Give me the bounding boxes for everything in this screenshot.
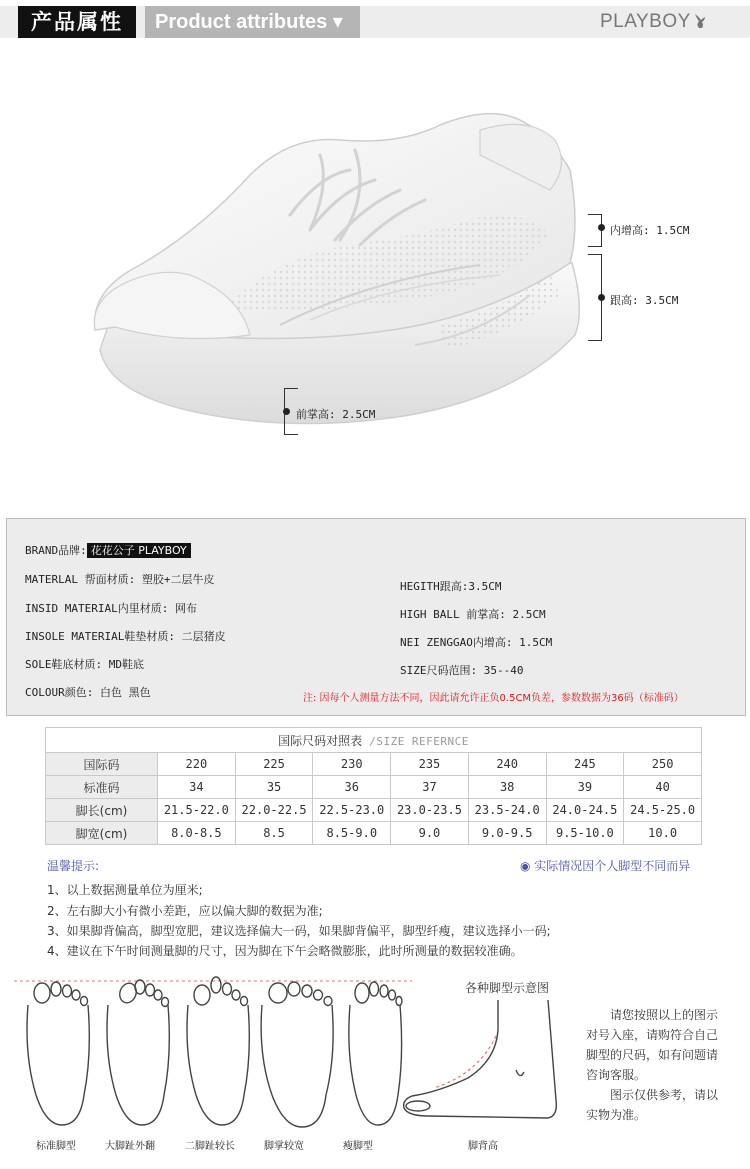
info-high-ball: HIGH BALL 前掌高: 2.5CM bbox=[400, 608, 546, 621]
row-header: 标准码 bbox=[46, 776, 158, 799]
front-height-dot bbox=[283, 408, 290, 415]
table-cell: 220 bbox=[158, 753, 236, 776]
info-material: MATERLAL 帮面材质: 塑胶+二层牛皮 bbox=[25, 573, 215, 586]
row-header: 脚宽(cm) bbox=[46, 822, 158, 845]
tips-title: 温馨提示: bbox=[47, 859, 100, 873]
table-cell: 22.5-23.0 bbox=[313, 799, 391, 822]
row-header: 脚长(cm) bbox=[46, 799, 158, 822]
table-cell: 8.5 bbox=[235, 822, 313, 845]
table-cell: 37 bbox=[391, 776, 469, 799]
heel-height-label: 跟高: 3.5CM bbox=[610, 294, 679, 307]
table-cell: 23.5-24.0 bbox=[468, 799, 546, 822]
table-cell: 245 bbox=[546, 753, 624, 776]
table-caption-cn: 国际尺码对照表 bbox=[278, 733, 363, 748]
inner-height-dot bbox=[598, 224, 605, 231]
table-cell: 38 bbox=[468, 776, 546, 799]
tip-item: 2、左右脚大小有微小差距，应以偏大脚的数据为准; bbox=[47, 904, 323, 918]
table-cell: 23.0-23.5 bbox=[391, 799, 469, 822]
tip-item: 4、建议在下午时间测量脚的尺寸，因为脚在下午会略微膨胀，此时所测量的数据较准确。 bbox=[47, 944, 523, 958]
table-cell: 24.0-24.5 bbox=[546, 799, 624, 822]
foot-diagram-title: 各种脚型示意图 bbox=[465, 981, 550, 995]
sneaker-image bbox=[80, 95, 600, 440]
table-cell: 240 bbox=[468, 753, 546, 776]
bunny-logo-icon bbox=[693, 13, 707, 29]
table-cell: 8.0-8.5 bbox=[158, 822, 236, 845]
info-size-range: SIZE尺码范围: 35--40 bbox=[400, 664, 524, 677]
inner-height-cap-bottom bbox=[588, 246, 602, 247]
side-note-paragraph-1: 请您按照以上的图示对号入座，请购符合自己脚型的尺码，如有问题请咨询客服。 bbox=[586, 1008, 719, 1082]
info-nei-zenggao: NEI ZENGGAO内增高: 1.5CM bbox=[400, 636, 553, 649]
size-reference-table bbox=[45, 727, 702, 845]
header-brand-text: PLAYBOY bbox=[600, 11, 691, 32]
foot-caption: 二脚趾较长 bbox=[185, 1141, 235, 1152]
info-insid: INSID MATERIAL内里材质: 网布 bbox=[25, 602, 197, 615]
table-cell: 35 bbox=[235, 776, 313, 799]
table-cell: 21.5-22.0 bbox=[158, 799, 236, 822]
info-insole: INSOLE MATERIAL鞋垫材质: 二层猪皮 bbox=[25, 630, 226, 643]
table-cell: 22.0-22.5 bbox=[235, 799, 313, 822]
side-note-paragraph-2: 图示仅供参考，请以实物为准。 bbox=[586, 1088, 719, 1122]
tip-item: 1、以上数据测量单位为厘米; bbox=[47, 883, 203, 897]
table-cell: 9.0 bbox=[391, 822, 469, 845]
table-caption bbox=[46, 728, 702, 753]
header-cn-title: 产品属性 bbox=[18, 6, 136, 38]
foot-types-diagram bbox=[14, 975, 414, 1135]
table-cell: 250 bbox=[624, 753, 702, 776]
table-cell: 24.5-25.0 bbox=[624, 799, 702, 822]
front-height-cap-top bbox=[284, 388, 298, 389]
table-row bbox=[46, 799, 702, 822]
table-cell: 9.0-9.5 bbox=[468, 822, 546, 845]
brand-value: 花花公子 PLAYBOY bbox=[87, 543, 191, 558]
info-sole: SOLE鞋底材质: MD鞋底 bbox=[25, 658, 144, 671]
info-brand bbox=[25, 542, 191, 558]
table-cell: 39 bbox=[546, 776, 624, 799]
table-cell: 235 bbox=[391, 753, 469, 776]
row-header: 国际码 bbox=[46, 753, 158, 776]
heel-height-cap-bottom bbox=[588, 340, 602, 341]
front-height-label: 前掌高: 2.5CM bbox=[296, 408, 376, 421]
table-caption-en: /SIZE REFERNCE bbox=[362, 734, 469, 748]
foot-caption: 瘦脚型 bbox=[343, 1141, 373, 1152]
header-en-title: Product attributes ▾ bbox=[145, 6, 360, 38]
table-row bbox=[46, 776, 702, 799]
info-hegith: HEGITH跟高:3.5CM bbox=[400, 580, 502, 593]
table-caption-row bbox=[46, 728, 702, 753]
table-cell: 225 bbox=[235, 753, 313, 776]
foot-side-view-image bbox=[398, 1000, 578, 1130]
table-cell: 230 bbox=[313, 753, 391, 776]
heel-height-dot bbox=[598, 294, 605, 301]
foot-side-caption: 脚背高 bbox=[468, 1141, 498, 1152]
tips-right-note: ◉ 实际情况因个人脚型不同而异 bbox=[520, 859, 691, 873]
table-row bbox=[46, 822, 702, 845]
tip-item: 3、如果脚背偏高，脚型宽肥，建议选择偏大一码，如果脚背偏平，脚型纤瘦，建议选择小一码; bbox=[47, 924, 551, 938]
brand-label: BRAND品牌: bbox=[25, 544, 87, 557]
foot-caption: 脚掌较宽 bbox=[264, 1141, 304, 1152]
foot-caption: 标准脚型 bbox=[36, 1141, 76, 1152]
table-row bbox=[46, 753, 702, 776]
table-cell: 8.5-9.0 bbox=[313, 822, 391, 845]
table-cell: 40 bbox=[624, 776, 702, 799]
table-cell: 34 bbox=[158, 776, 236, 799]
foot-caption: 大脚趾外翻 bbox=[105, 1141, 155, 1152]
header-brand bbox=[600, 6, 707, 38]
table-cell: 10.0 bbox=[624, 822, 702, 845]
table-cell: 36 bbox=[313, 776, 391, 799]
foot-side-note bbox=[586, 1005, 724, 1125]
table-cell: 9.5-10.0 bbox=[546, 822, 624, 845]
front-height-cap-bottom bbox=[284, 434, 298, 435]
info-note: 注: 因每个人测量方法不同，因此请允许正负0.5CM负差，参数数据为36码（标准码） bbox=[303, 693, 684, 704]
info-colour: COLOUR颜色: 白色 黑色 bbox=[25, 686, 151, 699]
inner-height-label: 内增高: 1.5CM bbox=[610, 224, 690, 237]
